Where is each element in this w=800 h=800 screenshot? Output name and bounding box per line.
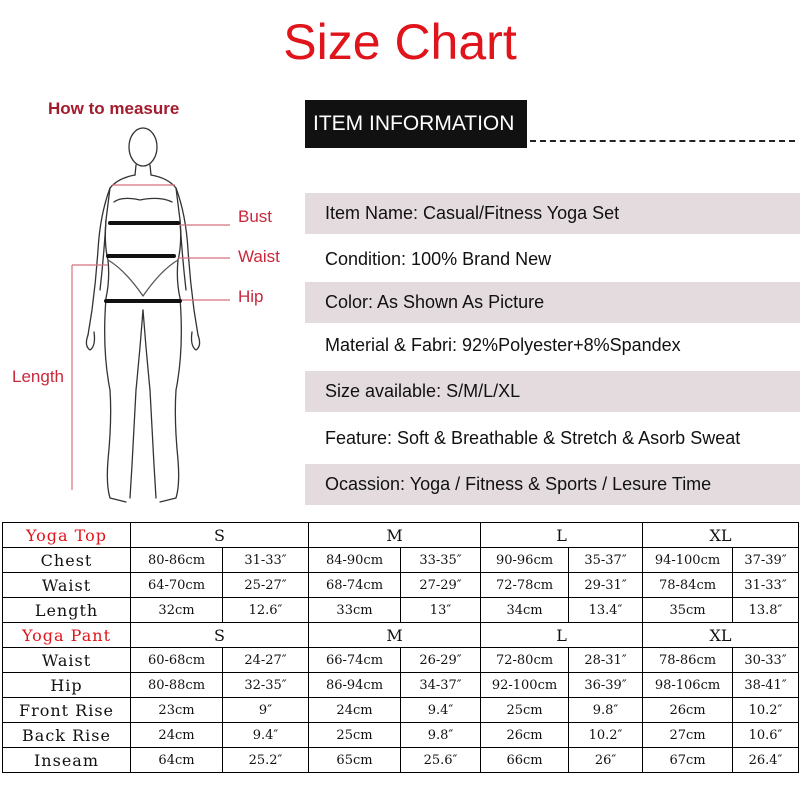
table-cell: 32-35″ <box>223 673 309 698</box>
table-cell: 64-70cm <box>131 573 223 598</box>
table-cell: 67cm <box>643 748 733 773</box>
table-cell: 9.4″ <box>401 698 481 723</box>
table-cell: 33-35″ <box>401 548 481 573</box>
table-cell: 31-33″ <box>223 548 309 573</box>
table-cell: 34-37″ <box>401 673 481 698</box>
table-cell: 78-86cm <box>643 648 733 673</box>
table-cell: 10.2″ <box>569 723 643 748</box>
table-cell: 23cm <box>131 698 223 723</box>
table-cell: 13.4″ <box>569 598 643 623</box>
table-cell: 27-29″ <box>401 573 481 598</box>
row-label-back-rise: Back Rise <box>3 723 131 748</box>
length-label: Length <box>12 367 64 386</box>
table-cell: 68-74cm <box>309 573 401 598</box>
table-cell: 72-80cm <box>481 648 569 673</box>
table-cell: 80-88cm <box>131 673 223 698</box>
table-cell: 66-74cm <box>309 648 401 673</box>
table-cell: 36-39″ <box>569 673 643 698</box>
row-label-hip: Hip <box>3 673 131 698</box>
table-cell: 25-27″ <box>223 573 309 598</box>
table-cell: 80-86cm <box>131 548 223 573</box>
table-cell: 26cm <box>643 698 733 723</box>
size-header-s: S <box>131 523 309 548</box>
table-cell: 32cm <box>131 598 223 623</box>
info-row-item-name: Item Name: Casual/Fitness Yoga Set <box>305 193 800 234</box>
table-row <box>3 548 799 573</box>
table-cell: 25cm <box>309 723 401 748</box>
table-cell: 13.8″ <box>733 598 799 623</box>
info-row-material: Material & Fabri: 92%Polyester+8%Spandex <box>325 335 681 355</box>
row-label-chest: Chest <box>3 548 131 573</box>
table-cell: 24cm <box>131 723 223 748</box>
table-cell: 72-78cm <box>481 573 569 598</box>
header-dashed-divider <box>530 140 795 142</box>
table-row <box>3 598 799 623</box>
info-row-occasion: Ocassion: Yoga / Fitness & Sports / Lesure Time <box>305 464 800 505</box>
row-label-front-rise: Front Rise <box>3 698 131 723</box>
table-cell: 33cm <box>309 598 401 623</box>
size-header-s: S <box>131 623 309 648</box>
measurement-figure <box>0 120 300 515</box>
table-row <box>3 698 799 723</box>
page-title: Size Chart <box>283 14 517 70</box>
body-outline-illustration <box>0 120 300 515</box>
table-cell: 66cm <box>481 748 569 773</box>
row-label-waist: Waist <box>3 573 131 598</box>
table-row <box>3 573 799 598</box>
table-cell: 13″ <box>401 598 481 623</box>
size-header-xl: XL <box>643 523 799 548</box>
table-row <box>3 723 799 748</box>
table-cell: 35cm <box>643 598 733 623</box>
row-label-inseam: Inseam <box>3 748 131 773</box>
table-cell: 84-90cm <box>309 548 401 573</box>
table-cell: 12.6″ <box>223 598 309 623</box>
table-cell: 90-96cm <box>481 548 569 573</box>
row-label-waist: Waist <box>3 648 131 673</box>
table-cell: 30-33″ <box>733 648 799 673</box>
table-cell: 86-94cm <box>309 673 401 698</box>
size-header-row <box>3 623 799 648</box>
size-header-row <box>3 523 799 548</box>
table-cell: 37-39″ <box>733 548 799 573</box>
table-cell: 29-31″ <box>569 573 643 598</box>
info-row-size-available: Size available: S/M/L/XL <box>305 371 800 412</box>
table-cell: 9.8″ <box>401 723 481 748</box>
section-label-yoga-top: Yoga Top <box>3 523 131 548</box>
bust-label: Bust <box>238 207 273 226</box>
table-cell: 35-37″ <box>569 548 643 573</box>
table-cell: 10.2″ <box>733 698 799 723</box>
size-header-m: M <box>309 623 481 648</box>
table-cell: 26.4″ <box>733 748 799 773</box>
table-row <box>3 748 799 773</box>
how-to-measure-heading: How to measure <box>48 99 180 118</box>
info-row-feature: Feature: Soft & Breathable & Stretch & Asorb Sweat <box>325 428 741 448</box>
row-label-length: Length <box>3 598 131 623</box>
table-cell: 25.2″ <box>223 748 309 773</box>
table-row <box>3 648 799 673</box>
section-label-yoga-pant: Yoga Pant <box>3 623 131 648</box>
table-cell: 26cm <box>481 723 569 748</box>
table-cell: 27cm <box>643 723 733 748</box>
table-cell: 9″ <box>223 698 309 723</box>
table-cell: 10.6″ <box>733 723 799 748</box>
table-cell: 98-106cm <box>643 673 733 698</box>
size-header-l: L <box>481 623 643 648</box>
table-cell: 26″ <box>569 748 643 773</box>
table-cell: 25.6″ <box>401 748 481 773</box>
size-header-m: M <box>309 523 481 548</box>
table-cell: 78-84cm <box>643 573 733 598</box>
waist-label: Waist <box>238 247 280 266</box>
table-cell: 28-31″ <box>569 648 643 673</box>
table-cell: 60-68cm <box>131 648 223 673</box>
item-information-header: ITEM INFORMATION <box>305 100 527 148</box>
size-header-l: L <box>481 523 643 548</box>
table-cell: 38-41″ <box>733 673 799 698</box>
table-cell: 9.8″ <box>569 698 643 723</box>
table-cell: 65cm <box>309 748 401 773</box>
table-cell: 64cm <box>131 748 223 773</box>
size-table <box>2 522 799 773</box>
table-cell: 31-33″ <box>733 573 799 598</box>
size-header-xl: XL <box>643 623 799 648</box>
table-cell: 9.4″ <box>223 723 309 748</box>
hip-label: Hip <box>238 287 264 306</box>
info-row-color: Color: As Shown As Picture <box>305 282 800 323</box>
table-cell: 25cm <box>481 698 569 723</box>
table-cell: 92-100cm <box>481 673 569 698</box>
table-cell: 94-100cm <box>643 548 733 573</box>
table-cell: 24-27″ <box>223 648 309 673</box>
table-cell: 26-29″ <box>401 648 481 673</box>
info-row-condition: Condition: 100% Brand New <box>325 249 552 269</box>
table-cell: 34cm <box>481 598 569 623</box>
table-row <box>3 673 799 698</box>
table-cell: 24cm <box>309 698 401 723</box>
